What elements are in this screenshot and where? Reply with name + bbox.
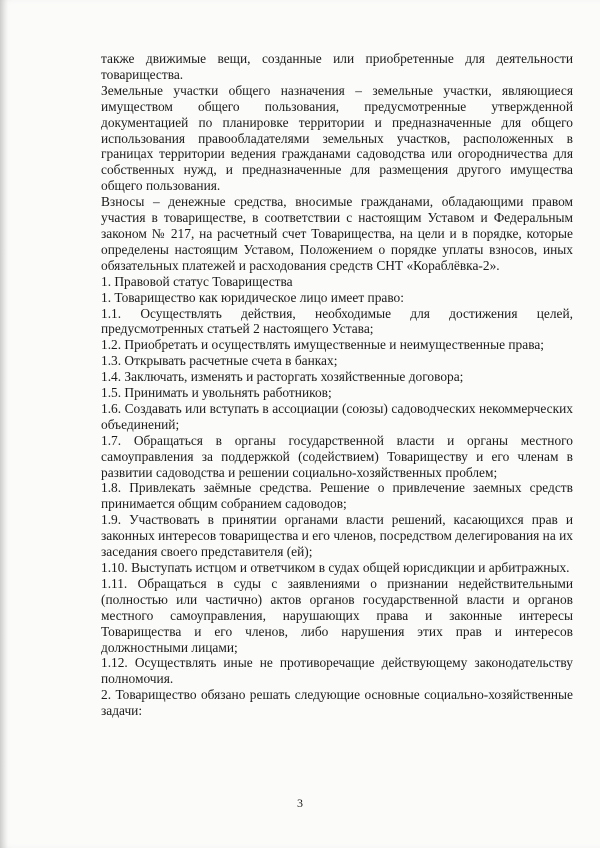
clause-1-1: 1.1. Осуществлять действия, необходимые для достижения целей, предусмотренных статьей 2 настоящего Устава;	[101, 305, 573, 337]
clause-1-7: 1.7. Обращаться в органы государственной власти и органы местного самоуправления за поддержкой (содействием) Товариществу и его членам в развитии садоводства и решении социально-хозяйственных проблем;	[101, 432, 573, 480]
clause-1-8: 1.8. Привлекать заёмные средства. Решение о привлечение заемных средств принимается общим собранием садоводов;	[101, 480, 573, 512]
page-edge-shadow	[0, 0, 8, 848]
section-heading-legal-status: 1. Правовой статус Товарищества	[101, 273, 293, 289]
clause-1-5: 1.5. Принимать и увольнять работников;	[101, 385, 332, 401]
clause-1-11: 1.11. Обращаться в суды с заявлениями о признании недействительными (полностью или частично) актов органов государственной власти и органов местного самоуправления, нарушающих права и законные интересы Товарищества и его членов, либо нарушения этих прав и интересов должностными лицами;	[101, 575, 573, 655]
clause-2-intro: 2. Товарищество обязано решать следующие основные социально-хозяйственные задачи:	[101, 687, 573, 719]
paragraph-common-land-definition: Земельные участки общего назначения – земельные участки, являющиеся имуществом общего пользования, предусмотренные утвержденной документацией по планировке территории и предназначенные для общего использования правообладателями земельных участков, расположенных в границах территории ведения гражданами садоводства или огородничества для собственных нужд, и предназначенные для размещения другого имущества общего пользования.	[101, 82, 573, 194]
clause-1-10: 1.10. Выступать истцом и ответчиком в судах общей юрисдикции и арбитражных.	[101, 560, 570, 575]
clause-1-12: 1.12. Осуществлять иные не противоречащие действующему законодательству полномочия.	[101, 655, 573, 687]
clause-1-2: 1.2. Приобретать и осуществлять имущественные и неимущественные права;	[101, 337, 545, 353]
paragraph-movable-property: также движимые вещи, созданные или приобретенные для деятельности товарищества.	[101, 51, 573, 82]
clause-1-9: 1.9. Участвовать в принятии органами власти решений, касающихся прав и законных интересов товарищества и его членов, посредством делегирования на их заседания своего представителя (ей);	[101, 512, 573, 560]
document-body	[101, 51, 573, 719]
paragraph-fees-definition: Взносы – денежные средства, вносимые гражданами, обладающими правом участия в товариществе, в соответствии с настоящим Уставом и Федеральным законом № 217, на расчетный счет Товарищества, на цели и в порядке, которые определены настоящим Уставом, Положением о порядке уплаты взносов, иных обязательных платежей и расходования средств СНТ «Кораблёвка-2».	[101, 194, 573, 273]
clause-1-6: 1.6. Создавать или вступать в ассоциации (союзы) садоводческих некоммерческих объединений;	[101, 400, 573, 432]
page-number: 3	[297, 796, 303, 810]
clause-1-3: 1.3. Открывать расчетные счета в банках;	[101, 353, 338, 369]
clause-1-4: 1.4. Заключать, изменять и расторгать хозяйственные договора;	[101, 369, 464, 385]
clause-rights-intro: 1. Товарищество как юридическое лицо имеет право:	[101, 289, 404, 305]
